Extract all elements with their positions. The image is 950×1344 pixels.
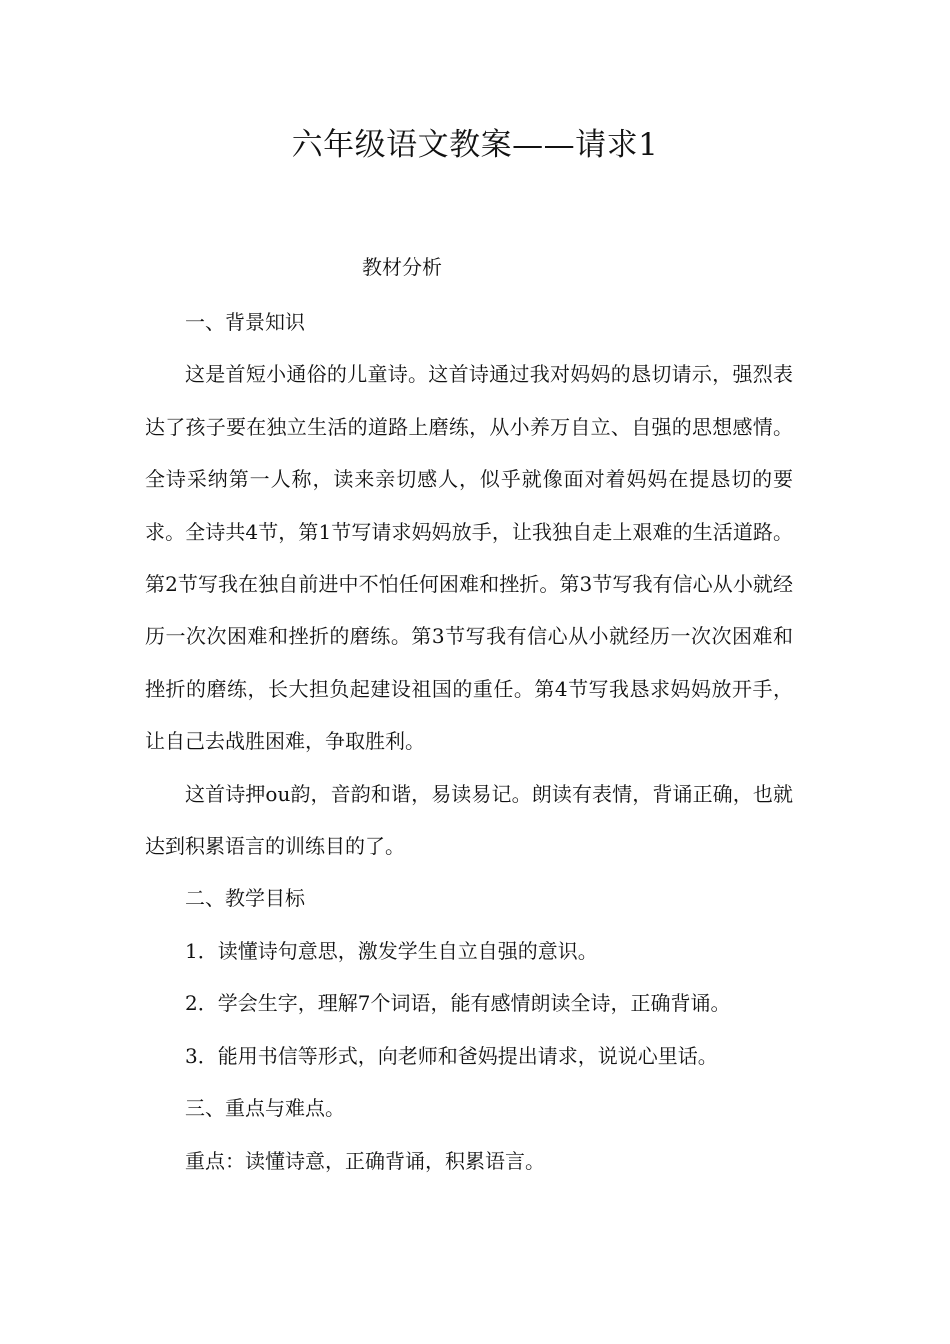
heading-key-points: 三、重点与难点。: [185, 1096, 345, 1121]
heading-teaching-goals: 二、教学目标: [185, 886, 305, 911]
goal-item-1: 1．读懂诗句意思，激发学生自立自强的意识。: [185, 938, 598, 963]
heading-background-knowledge: 一、背景知识: [185, 310, 305, 334]
paragraph-rhyme: 这首诗押ou韵，音韵和谐，易读易记。朗读有表情，背诵正确，也就达到积累语言的训练目的了。: [145, 781, 793, 859]
document-body: [145, 296, 793, 1187]
key-point-item: 重点：读懂诗意，正确背诵，积累语言。: [185, 1148, 545, 1173]
paragraph-poem-summary: 这是首短小通俗的儿童诗。这首诗通过我对妈妈的恳切请示，强烈表达了孩子要在独立生活的道路上磨练，从小养万自立、自强的思想感情。全诗采纳第一人称，读来亲切感人，似乎就像面对着妈妈在提恳切的要求。全诗共4节，第1节写请求妈妈放手，让我独自走上艰难的生活道路。第2节写我在独自前进中不怕任何困难和挫折。第3节写我有信心从小就经历一次次困难和挫折的磨练。第3节写我有信心从小就经历一次次困难和挫折的磨练，长大担负起建设祖国的重任。第4节写我恳求妈妈放开手，让自己去战胜困难，争取胜利。: [145, 362, 793, 754]
document-title: 六年级语文教案——请求1: [291, 127, 659, 163]
goal-item-2: 2．学会生字，理解7个词语，能有感情朗读全诗，正确背诵。: [185, 991, 731, 1016]
goal-item-3: 3．能用书信等形式，向老师和爸妈提出请求，说说心里话。: [185, 1043, 718, 1068]
section-heading: 教材分析: [362, 255, 442, 279]
